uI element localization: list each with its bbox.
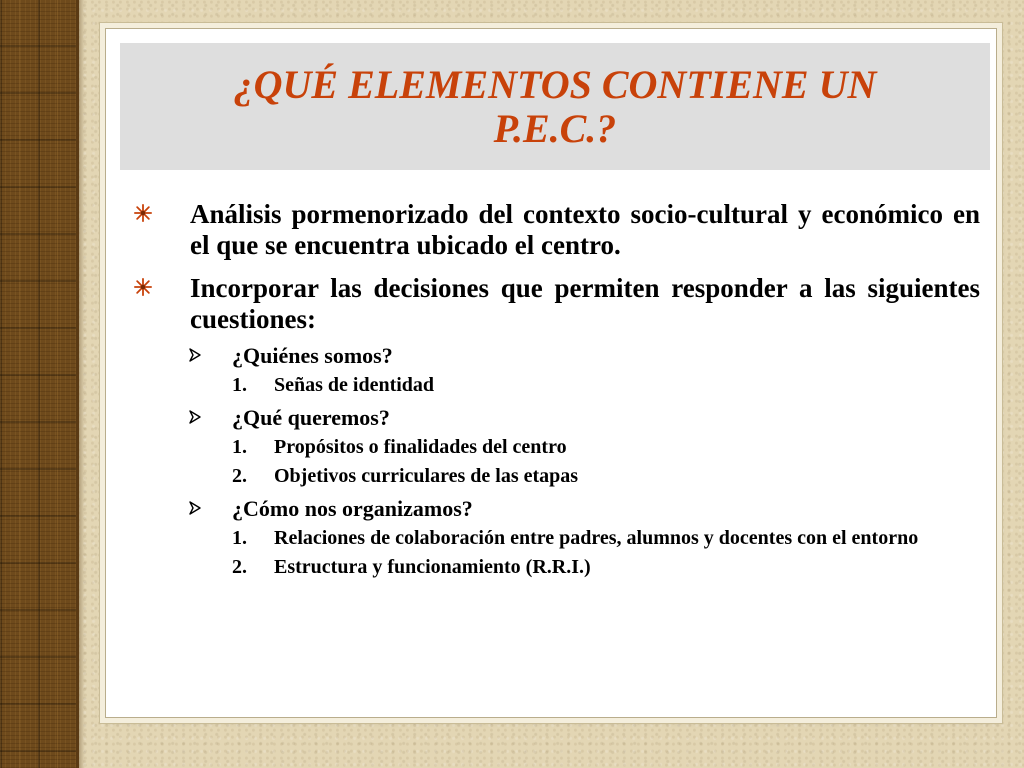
bullet-item bbox=[132, 273, 980, 335]
numbered-item bbox=[132, 556, 980, 579]
slide-panel bbox=[105, 28, 997, 718]
item-text: Objetivos curriculares de las etapas bbox=[274, 465, 579, 487]
bullet-item bbox=[132, 199, 980, 261]
question-text: ¿Qué queremos? bbox=[232, 405, 390, 430]
starburst-bullet-icon bbox=[134, 278, 152, 296]
bullet-text: Análisis pormenorizado del contexto socio-cultural y económico en el que se encuentra ubicado el centro. bbox=[190, 199, 980, 260]
title-band bbox=[120, 43, 990, 170]
item-number: 2. bbox=[232, 465, 247, 487]
arrow-bullet-icon bbox=[188, 410, 202, 424]
numbered-item bbox=[132, 527, 980, 550]
item-text: Señas de identidad bbox=[274, 374, 435, 396]
item-number: 1. bbox=[232, 436, 247, 458]
item-number: 1. bbox=[232, 527, 247, 549]
question-item bbox=[132, 405, 980, 430]
question-item bbox=[132, 496, 980, 521]
arrow-bullet-icon bbox=[188, 501, 202, 515]
item-text: Estructura y funcionamiento (R.R.I.) bbox=[274, 556, 591, 578]
question-text: ¿Quiénes somos? bbox=[232, 343, 393, 368]
item-number: 2. bbox=[232, 556, 247, 578]
question-item bbox=[132, 343, 980, 368]
item-text: Relaciones de colaboración entre padres, alumnos y docentes con el entorno bbox=[274, 527, 919, 549]
numbered-item bbox=[132, 436, 980, 459]
question-text: ¿Cómo nos organizamos? bbox=[232, 496, 473, 521]
item-number: 1. bbox=[232, 374, 247, 396]
bullet-text: Incorporar las decisiones que permiten responder a las siguientes cuestiones: bbox=[190, 273, 980, 334]
slide-content bbox=[132, 199, 980, 579]
slide-title-line-2: P.E.C.? bbox=[493, 106, 617, 151]
numbered-item bbox=[132, 374, 980, 397]
arrow-bullet-icon bbox=[188, 348, 202, 362]
decorative-side-strip bbox=[0, 0, 79, 768]
starburst-bullet-icon bbox=[134, 204, 152, 222]
side-strip-shadow bbox=[79, 0, 85, 768]
numbered-item bbox=[132, 465, 980, 488]
slide-title-line-1: ¿QUÉ ELEMENTOS CONTIENE UN bbox=[233, 62, 877, 107]
item-text: Propósitos o finalidades del centro bbox=[274, 436, 567, 458]
